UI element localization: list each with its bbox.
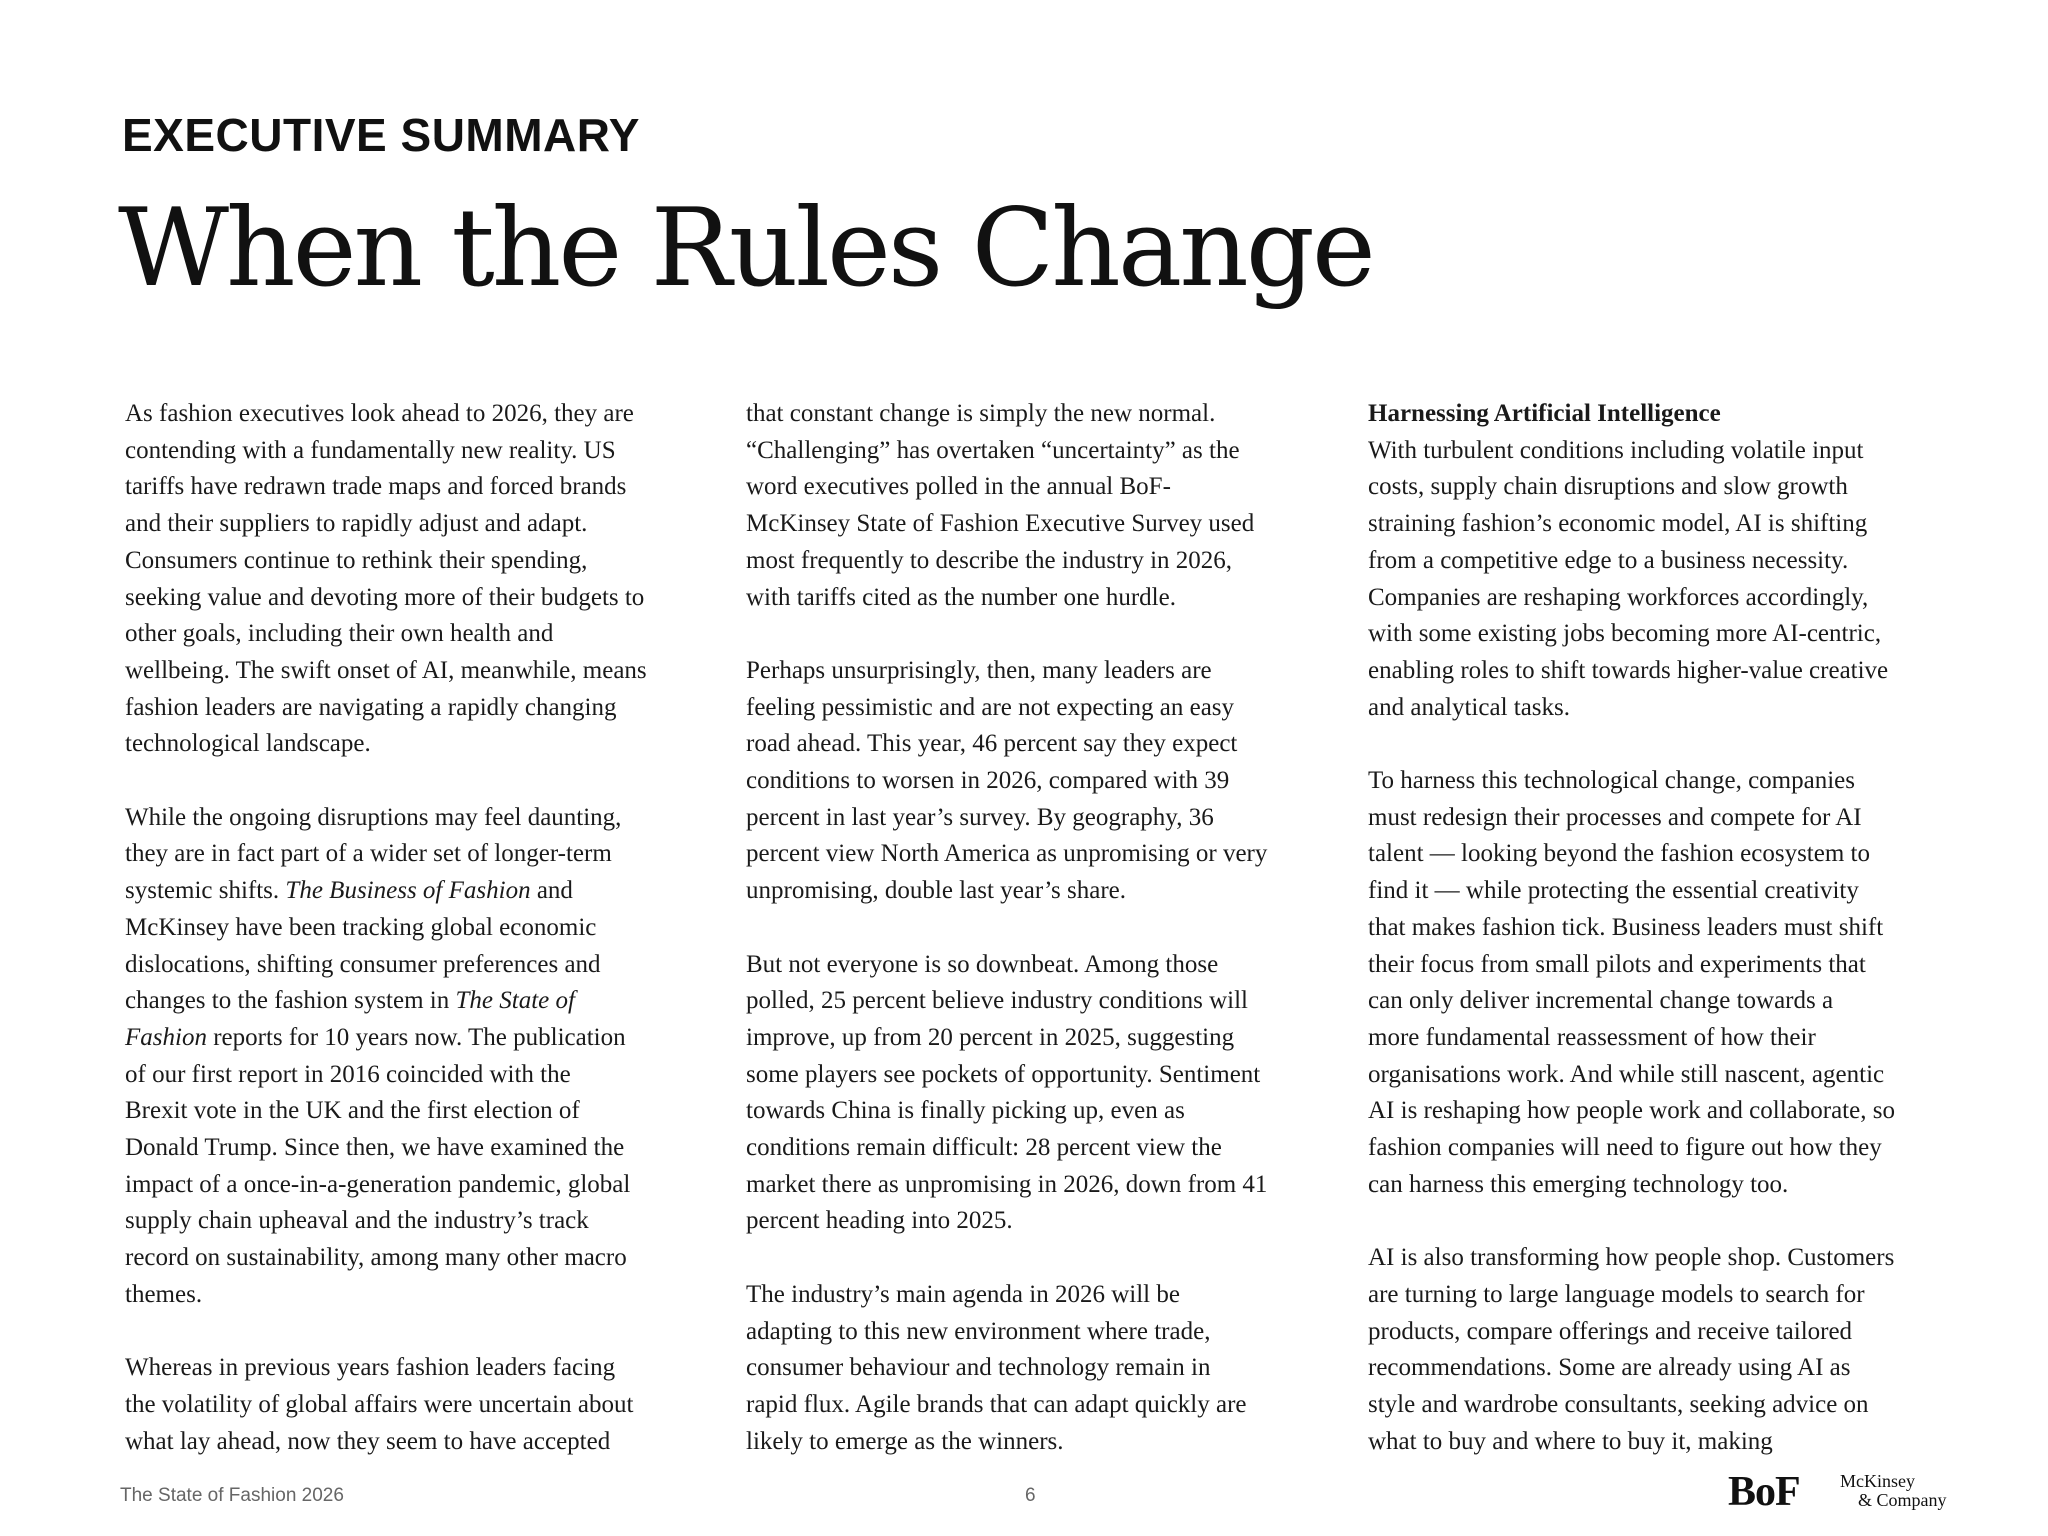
paragraph <box>746 653 1346 910</box>
text-line: percent heading into 2025. <box>746 1207 1013 1235</box>
text-line: word executives polled in the annual BoF- <box>746 473 1171 501</box>
text-line: But not everyone is so downbeat. Among those <box>746 950 1219 978</box>
text-line: conditions remain difficult: 28 percent view the <box>746 1134 1222 1162</box>
text-line: what to buy and where to buy it, making <box>1368 1427 1773 1455</box>
text-line: Perhaps unsurprisingly, then, many leaders are <box>746 656 1212 684</box>
text-line: With turbulent conditions including volatile input <box>1368 436 1864 464</box>
text-line: contending with a fundamentally new reality. US <box>125 436 616 464</box>
text-line: most frequently to describe the industry in 2026, <box>746 546 1233 574</box>
paragraph <box>125 1350 715 1460</box>
mckinsey-logo-line: McKinsey <box>1840 1471 1915 1491</box>
text-line: the volatility of global affairs were uncertain about <box>125 1390 634 1418</box>
paragraph <box>746 1277 1346 1461</box>
text-line: Donald Trump. Since then, we have examined the <box>125 1134 625 1162</box>
text-line: style and wardrobe consultants, seeking advice on <box>1368 1390 1869 1418</box>
text-line: AI is also transforming how people shop. Customers <box>1368 1244 1895 1272</box>
text-line: with some existing jobs becoming more AI-centric, <box>1368 620 1882 648</box>
section-kicker: EXECUTIVE SUMMARY <box>122 109 640 161</box>
text-line: dislocations, shifting consumer preferences and <box>125 950 601 978</box>
text-line: road ahead. This year, 46 percent say they expect <box>746 730 1238 758</box>
text-line: wellbeing. The swift onset of AI, meanwhile, means <box>125 656 647 684</box>
text-line: market there as unpromising in 2026, down from 41 <box>746 1170 1268 1198</box>
text-line <box>125 983 715 1020</box>
text-line: To harness this technological change, companies <box>1368 767 1855 795</box>
paragraph <box>746 947 1346 1241</box>
text-line: can harness this emerging technology too. <box>1368 1170 1789 1198</box>
report-name-italic: The State of <box>455 987 575 1015</box>
text-line <box>125 873 715 910</box>
mckinsey-logo <box>1840 1472 1947 1510</box>
text-line: themes. <box>125 1280 203 1308</box>
text-line: “Challenging” has overtaken “uncertainty” as the <box>746 436 1240 464</box>
text-line: and their suppliers to rapidly adjust and adapt. <box>125 510 588 538</box>
text-line: talent — looking beyond the fashion ecosystem to <box>1368 840 1870 868</box>
text-line: that makes fashion tick. Business leaders must shift <box>1368 913 1884 941</box>
text-line: Whereas in previous years fashion leaders facing <box>125 1354 616 1382</box>
text-run: changes to the fashion system in <box>125 987 456 1015</box>
text-line: enabling roles to shift towards higher-value creative <box>1368 656 1889 684</box>
text-line: some players see pockets of opportunity. Sentiment <box>746 1060 1261 1088</box>
text-line: what lay ahead, now they seem to have accepted <box>125 1427 611 1455</box>
text-line: are turning to large language models to search for <box>1368 1280 1865 1308</box>
text-line: can only deliver incremental change towards a <box>1368 987 1834 1015</box>
text-column-3 <box>1368 396 1968 1460</box>
text-line: and analytical tasks. <box>1368 693 1571 721</box>
text-line: Brexit vote in the UK and the first election of <box>125 1097 580 1125</box>
text-line: more fundamental reassessment of how their <box>1368 1023 1816 1051</box>
text-line: The industry’s main agenda in 2026 will be <box>746 1280 1180 1308</box>
text-line: other goals, including their own health and <box>125 620 554 648</box>
text-line: McKinsey State of Fashion Executive Survey used <box>746 510 1255 538</box>
text-line: record on sustainability, among many other macro <box>125 1244 627 1272</box>
text-line: technological landscape. <box>125 730 371 758</box>
text-line: tariffs have redrawn trade maps and forced brands <box>125 473 627 501</box>
text-line: find it — while protecting the essential creativity <box>1368 877 1859 905</box>
text-line: recommendations. Some are already using AI as <box>1368 1354 1851 1382</box>
text-line: seeking value and devoting more of their budgets to <box>125 583 645 611</box>
text-run: reports for 10 years now. The publication <box>206 1023 626 1051</box>
text-line: likely to emerge as the winners. <box>746 1427 1064 1455</box>
text-line: fashion companies will need to figure out how they <box>1368 1134 1882 1162</box>
text-line: straining fashion’s economic model, AI is shifting <box>1368 510 1868 538</box>
page-number: 6 <box>1025 1485 1036 1506</box>
text-line: organisations work. And while still nascent, agentic <box>1368 1060 1885 1088</box>
text-line: As fashion executives look ahead to 2026, they are <box>125 400 634 427</box>
publication-name-italic: The Business of Fashion <box>285 877 531 905</box>
text-line: Companies are reshaping workforces accordingly, <box>1368 583 1869 611</box>
text-line: they are in fact part of a wider set of longer-term <box>125 840 612 868</box>
text-line: adapting to this new environment where trade, <box>746 1317 1211 1345</box>
text-line: costs, supply chain disruptions and slow growth <box>1368 473 1848 501</box>
text-line: rapid flux. Agile brands that can adapt quickly are <box>746 1390 1247 1418</box>
paragraph <box>1368 763 1968 1203</box>
text-line: with tariffs cited as the number one hurdle. <box>746 583 1176 611</box>
text-line: improve, up from 20 percent in 2025, suggesting <box>746 1023 1235 1051</box>
text-line <box>125 1020 715 1057</box>
text-line: conditions to worsen in 2026, compared with 39 <box>746 767 1230 795</box>
text-line: towards China is finally picking up, even as <box>746 1097 1185 1125</box>
text-line: consumer behaviour and technology remain in <box>746 1354 1211 1382</box>
bof-logo: BoF <box>1728 1469 1800 1515</box>
page-title: When the Rules Change <box>118 186 1373 311</box>
mckinsey-logo-line: & Company <box>1858 1490 1947 1510</box>
paragraph <box>746 396 1346 616</box>
section-heading: Harnessing Artificial Intelligence <box>1368 400 1721 427</box>
text-column-2 <box>746 396 1346 1460</box>
text-line: AI is reshaping how people work and collaborate, so <box>1368 1097 1895 1125</box>
paragraph <box>1368 396 1968 726</box>
text-line: percent in last year’s survey. By geography, 36 <box>746 803 1214 831</box>
text-line: their focus from small pilots and experiments that <box>1368 950 1866 978</box>
paragraph <box>125 800 715 1314</box>
text-line: impact of a once-in-a-generation pandemic, global <box>125 1170 631 1198</box>
text-line: feeling pessimistic and are not expecting an easy <box>746 693 1235 721</box>
text-line: of our first report in 2016 coincided with the <box>125 1060 571 1088</box>
text-line: percent view North America as unpromising or very <box>746 840 1268 868</box>
text-line: McKinsey have been tracking global economic <box>125 913 597 941</box>
text-line: polled, 25 percent believe industry conditions will <box>746 987 1248 1015</box>
text-line: from a competitive edge to a business necessity. <box>1368 546 1849 574</box>
report-name-italic: Fashion <box>125 1023 207 1051</box>
text-line: While the ongoing disruptions may feel daunting, <box>125 803 622 831</box>
text-line: Consumers continue to rethink their spending, <box>125 546 588 574</box>
footer-publication-title: The State of Fashion 2026 <box>120 1485 344 1506</box>
text-line: fashion leaders are navigating a rapidly changing <box>125 693 617 721</box>
text-line: must redesign their processes and compete for AI <box>1368 803 1862 831</box>
paragraph <box>125 396 715 763</box>
text-line: supply chain upheaval and the industry’s track <box>125 1207 589 1235</box>
text-line: that constant change is simply the new normal. <box>746 400 1216 427</box>
text-line: products, compare offerings and receive tailored <box>1368 1317 1853 1345</box>
text-column-1 <box>125 396 715 1460</box>
text-run: systemic shifts. <box>125 877 286 905</box>
text-run: and <box>530 877 573 905</box>
paragraph <box>1368 1240 1968 1460</box>
text-line: unpromising, double last year’s share. <box>746 877 1127 905</box>
